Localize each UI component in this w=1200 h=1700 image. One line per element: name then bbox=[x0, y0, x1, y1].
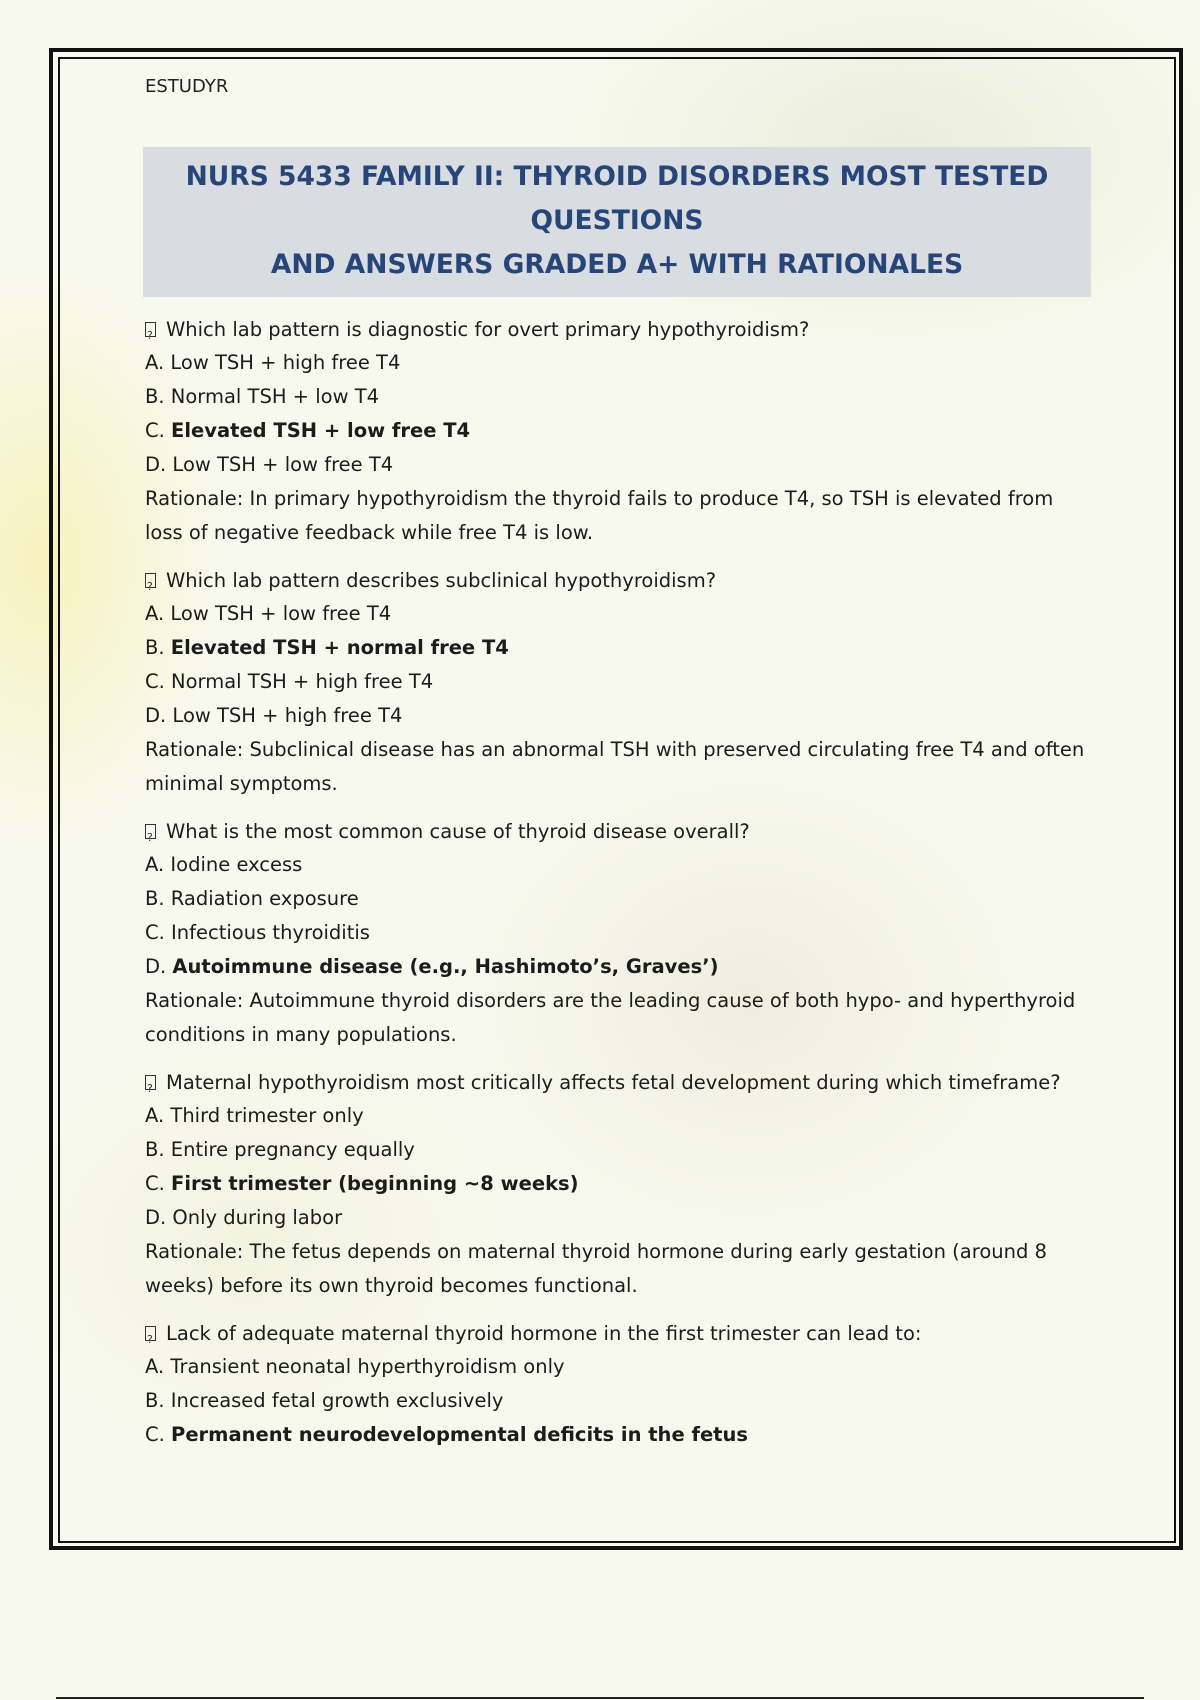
rationale-line: loss of negative feedback while free T4 is low. bbox=[145, 521, 594, 544]
answer-option bbox=[145, 380, 1095, 414]
answer-option bbox=[145, 1099, 1095, 1133]
question-text bbox=[145, 1317, 1095, 1350]
rationale-line: minimal symptoms. bbox=[145, 772, 338, 795]
option-letter: B. bbox=[145, 1389, 165, 1412]
option-text: Radiation exposure bbox=[170, 887, 359, 910]
option-letter: D. bbox=[145, 955, 167, 978]
question-block bbox=[145, 564, 1095, 801]
answer-option bbox=[145, 631, 1095, 665]
answer-option bbox=[145, 916, 1095, 950]
rationale bbox=[145, 1235, 1095, 1303]
option-text: Increased fetal growth exclusively bbox=[170, 1389, 504, 1412]
option-letter: B. bbox=[145, 385, 165, 408]
option-text: Iodine excess bbox=[170, 853, 303, 876]
rationale bbox=[145, 984, 1095, 1052]
question-marker-icon bbox=[145, 322, 156, 337]
rationale-line: Rationale: Autoimmune thyroid disorders are the leading cause of both hypo- and hyperthyroid bbox=[145, 989, 1076, 1012]
answer-option bbox=[145, 665, 1095, 699]
question-text bbox=[145, 564, 1095, 597]
document-title bbox=[143, 147, 1091, 297]
answer-option bbox=[145, 597, 1095, 631]
question-block bbox=[145, 1317, 1095, 1452]
option-text: Transient neonatal hyperthyroidism only bbox=[170, 1355, 565, 1378]
answer-option bbox=[145, 1201, 1095, 1235]
question-marker-icon bbox=[145, 1075, 156, 1090]
rationale-line: conditions in many populations. bbox=[145, 1023, 457, 1046]
question-marker-icon bbox=[145, 573, 156, 588]
document-body bbox=[145, 70, 1095, 1452]
answer-option bbox=[145, 1418, 1095, 1452]
question-label: What is the most common cause of thyroid disease overall? bbox=[166, 820, 750, 843]
option-text: Only during labor bbox=[172, 1206, 343, 1229]
question-label: Lack of adequate maternal thyroid hormone in the first trimester can lead to: bbox=[166, 1322, 922, 1345]
option-text: Entire pregnancy equally bbox=[170, 1138, 415, 1161]
answer-option bbox=[145, 1167, 1095, 1201]
question-label: Which lab pattern describes subclinical hypothyroidism? bbox=[166, 569, 717, 592]
correct-option-text: First trimester (beginning ~8 weeks) bbox=[171, 1172, 579, 1195]
rationale-line: Rationale: The fetus depends on maternal thyroid hormone during early gestation (around 8 bbox=[145, 1240, 1047, 1263]
option-text: Infectious thyroiditis bbox=[171, 921, 370, 944]
title-line-1: NURS 5433 FAMILY II: THYROID DISORDERS MOST TESTED QUESTIONS bbox=[185, 161, 1049, 236]
option-letter: A. bbox=[145, 1104, 165, 1127]
question-marker-icon bbox=[145, 1326, 156, 1341]
answer-option bbox=[145, 882, 1095, 916]
option-letter: A. bbox=[145, 351, 165, 374]
option-letter: A. bbox=[145, 1355, 165, 1378]
option-text: Normal TSH + low T4 bbox=[170, 385, 380, 408]
option-letter: C. bbox=[145, 419, 165, 442]
question-block bbox=[145, 1066, 1095, 1303]
answer-option bbox=[145, 1133, 1095, 1167]
option-letter: B. bbox=[145, 887, 165, 910]
option-letter: B. bbox=[145, 1138, 165, 1161]
question-block bbox=[145, 815, 1095, 1052]
option-text: Third trimester only bbox=[170, 1104, 364, 1127]
answer-option bbox=[145, 699, 1095, 733]
question-block bbox=[145, 313, 1095, 550]
title-line-2: AND ANSWERS GRADED A+ WITH RATIONALES bbox=[270, 249, 964, 280]
option-letter: C. bbox=[145, 1172, 165, 1195]
option-letter: A. bbox=[145, 853, 165, 876]
correct-option-text: Elevated TSH + normal free T4 bbox=[170, 636, 509, 659]
answer-option bbox=[145, 414, 1095, 448]
answer-option bbox=[145, 448, 1095, 482]
option-letter: B. bbox=[145, 636, 165, 659]
option-letter: C. bbox=[145, 670, 165, 693]
option-letter: D. bbox=[145, 704, 167, 727]
answer-option bbox=[145, 1384, 1095, 1418]
option-text: Low TSH + low free T4 bbox=[172, 453, 394, 476]
question-label: Maternal hypothyroidism most critically affects fetal development during which timeframe? bbox=[166, 1071, 1061, 1094]
question-text bbox=[145, 1066, 1095, 1099]
correct-option-text: Elevated TSH + low free T4 bbox=[171, 419, 471, 442]
question-marker-icon bbox=[145, 824, 156, 839]
footer-divider bbox=[56, 1697, 1144, 1699]
option-text: Low TSH + high free T4 bbox=[170, 351, 401, 374]
rationale-line: Rationale: Subclinical disease has an abnormal TSH with preserved circulating free T4 and often bbox=[145, 738, 1085, 761]
option-text: Low TSH + low free T4 bbox=[170, 602, 392, 625]
question-label: Which lab pattern is diagnostic for overt primary hypothyroidism? bbox=[166, 318, 810, 341]
correct-option-text: Autoimmune disease (e.g., Hashimoto’s, Graves’) bbox=[172, 955, 719, 978]
rationale bbox=[145, 733, 1095, 801]
answer-option bbox=[145, 950, 1095, 984]
rationale-line: Rationale: In primary hypothyroidism the thyroid fails to produce T4, so TSH is elevated from bbox=[145, 487, 1054, 510]
brand-label: ESTUDYR bbox=[145, 76, 229, 97]
answer-option bbox=[145, 848, 1095, 882]
question-text bbox=[145, 815, 1095, 848]
option-letter: C. bbox=[145, 921, 165, 944]
option-text: Low TSH + high free T4 bbox=[172, 704, 403, 727]
option-letter: C. bbox=[145, 1423, 165, 1446]
answer-option bbox=[145, 1350, 1095, 1384]
rationale bbox=[145, 482, 1095, 550]
correct-option-text: Permanent neurodevelopmental deficits in the fetus bbox=[171, 1423, 748, 1446]
answer-option bbox=[145, 346, 1095, 380]
option-text: Normal TSH + high free T4 bbox=[171, 670, 434, 693]
question-text bbox=[145, 313, 1095, 346]
rationale-line: weeks) before its own thyroid becomes functional. bbox=[145, 1274, 638, 1297]
option-letter: D. bbox=[145, 1206, 167, 1229]
option-letter: A. bbox=[145, 602, 165, 625]
question-list bbox=[145, 313, 1095, 1452]
option-letter: D. bbox=[145, 453, 167, 476]
